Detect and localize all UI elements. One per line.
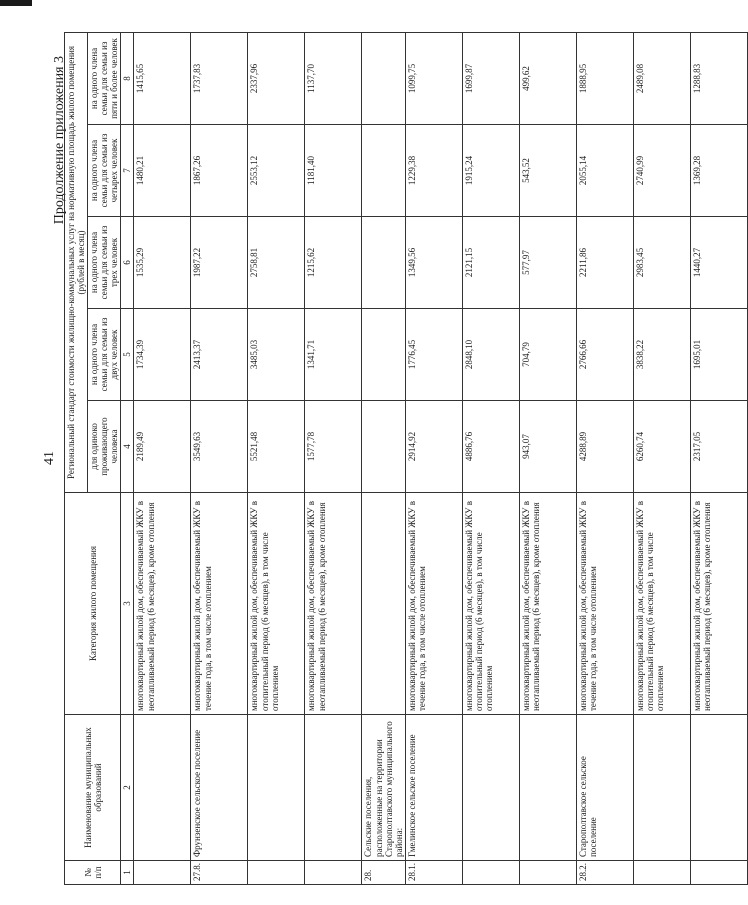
value-family-5: 1099,75 (405, 32, 462, 124)
value-family-5: 1415,65 (134, 32, 191, 124)
table-row (248, 32, 305, 884)
value-family-4: 543,52 (519, 125, 576, 217)
row-number (305, 861, 362, 885)
value-family-2: 2766,66 (576, 309, 633, 401)
value-family-4: 2740,99 (633, 125, 690, 217)
subheader-family-2: на одного члена семьи для семьи из двух человек (88, 309, 121, 401)
value-family-4: 1229,38 (405, 125, 462, 217)
column-number: 8 (121, 32, 134, 124)
table-row (362, 32, 405, 884)
municipality-name: Фрунзенское сельское поселение (191, 715, 248, 861)
municipality-name: Старополтавское сельское поселение (576, 715, 633, 861)
column-number: 7 (121, 125, 134, 217)
housing-category: многоквартирный жилой дом, обеспечиваемый ЖКУ в течение года, в том числе отоплением (191, 493, 248, 715)
table-row (405, 32, 462, 884)
row-number (519, 861, 576, 885)
value-single: 2914,92 (405, 401, 462, 493)
value-family-4: 1181,40 (305, 125, 362, 217)
value-family-2: 2848,10 (462, 309, 519, 401)
value-single: 4886,76 (462, 401, 519, 493)
value-family-2: 704,79 (519, 309, 576, 401)
value-family-4: 2553,12 (248, 125, 305, 217)
municipality-name (519, 715, 576, 861)
value-family-2: 1695,01 (690, 309, 747, 401)
municipality-name: Сельские поселения, расположенные на территории Старополтавского муниципального района: (362, 715, 405, 861)
housing-category: многоквартирный жилой дом, обеспечиваемый ЖКУ в неотапливаемый период (6 месяцев), кроме отопления (134, 493, 191, 715)
row-number (690, 861, 747, 885)
row-number (462, 861, 519, 885)
column-number: 5 (121, 309, 134, 401)
table-row (576, 32, 633, 884)
subheader-single: для одиноко проживающего человека (88, 401, 121, 493)
header-standard: Региональный стандарт стоимости жилищно-коммунальных услуг на нормативную площадь жилого помещения (рублей в месяц) (65, 32, 88, 492)
value-family-5: 1699,87 (462, 32, 519, 124)
value-family-3: 1349,56 (405, 217, 462, 309)
header-name: Наименование муниципальных образований (65, 715, 121, 861)
municipality-name (690, 715, 747, 861)
value-family-2: 1734,39 (134, 309, 191, 401)
value-family-4: 1867,26 (191, 125, 248, 217)
column-number: 4 (121, 401, 134, 493)
housing-category: многоквартирный жилой дом, обеспечиваемый ЖКУ в отопительный период (6 месяцев), в том числе отоплением (248, 493, 305, 715)
header-category: Категория жилого помещения (65, 493, 121, 715)
value-family-5: 1288,83 (690, 32, 747, 124)
value-family-2: 2413,37 (191, 309, 248, 401)
value-family-3: 2121,15 (462, 217, 519, 309)
table-row (134, 32, 191, 884)
housing-category (362, 493, 405, 715)
housing-category: многоквартирный жилой дом, обеспечиваемый ЖКУ в неотапливаемый период (6 месяцев), кроме отопления (305, 493, 362, 715)
municipality-name (305, 715, 362, 861)
value-family-2: 1776,45 (405, 309, 462, 401)
subheader-family-5: на одного члена семьи для семьи из пяти и более человек (88, 32, 121, 124)
value-family-4: 1915,24 (462, 125, 519, 217)
value-single: 5521,48 (248, 401, 305, 493)
value-family-5: 2337,96 (248, 32, 305, 124)
table-row (633, 32, 690, 884)
value-family-3: 2983,45 (633, 217, 690, 309)
column-number: 1 (121, 861, 134, 885)
tariff-table (64, 32, 748, 885)
value-single: 4288,89 (576, 401, 633, 493)
column-number: 6 (121, 217, 134, 309)
value-family-4: 1369,28 (690, 125, 747, 217)
municipality-name (462, 715, 519, 861)
value-single: 1577,78 (305, 401, 362, 493)
value-family-3 (362, 217, 405, 309)
value-single (362, 401, 405, 493)
housing-category: многоквартирный жилой дом, обеспечиваемый ЖКУ в течение года, в том числе отоплением (405, 493, 462, 715)
value-family-5 (362, 32, 405, 124)
housing-category: многоквартирный жилой дом, обеспечиваемый ЖКУ в неотапливаемый период (6 месяцев), кроме отопления (519, 493, 576, 715)
column-number: 2 (121, 715, 134, 861)
housing-category: многоквартирный жилой дом, обеспечиваемый ЖКУ в отопительный период (6 месяцев), в том числе отоплением (633, 493, 690, 715)
value-family-3: 2758,81 (248, 217, 305, 309)
row-number: 28.1. (405, 861, 462, 885)
housing-category: многоквартирный жилой дом, обеспечиваемый ЖКУ в отопительный период (6 месяцев), в том числе отоплением (462, 493, 519, 715)
value-family-2: 3838,22 (633, 309, 690, 401)
table-row (519, 32, 576, 884)
row-number (248, 861, 305, 885)
subheader-family-4: на одного члена семьи для семьи из четырех человек (88, 125, 121, 217)
value-family-2: 1341,71 (305, 309, 362, 401)
value-family-3: 2211,86 (576, 217, 633, 309)
value-family-3: 577,97 (519, 217, 576, 309)
value-single: 6260,74 (633, 401, 690, 493)
value-family-4 (362, 125, 405, 217)
value-family-5: 1137,70 (305, 32, 362, 124)
value-family-3: 1440,27 (690, 217, 747, 309)
value-family-4: 1480,21 (134, 125, 191, 217)
value-family-5: 2489,08 (633, 32, 690, 124)
row-number: 28.2. (576, 861, 633, 885)
value-family-5: 1737,83 (191, 32, 248, 124)
value-family-5: 499,62 (519, 32, 576, 124)
municipality-name: Гмелинское сельское поселение (405, 715, 462, 861)
housing-category: многоквартирный жилой дом, обеспечиваемый ЖКУ в течение года, в том числе отоплением (576, 493, 633, 715)
value-family-3: 1987,22 (191, 217, 248, 309)
municipality-name (633, 715, 690, 861)
page-number: 41 (42, 451, 57, 465)
value-family-2 (362, 309, 405, 401)
table-row (191, 32, 248, 884)
value-single: 2189,49 (134, 401, 191, 493)
table-row (462, 32, 519, 884)
subheader-family-3: на одного члена семьи для семьи из трех человек (88, 217, 121, 309)
value-family-5: 1888,95 (576, 32, 633, 124)
row-number: 28. (362, 861, 405, 885)
value-family-2: 3485,03 (248, 309, 305, 401)
value-family-4: 2055,14 (576, 125, 633, 217)
value-single: 2317,05 (690, 401, 747, 493)
row-number (633, 861, 690, 885)
header-no: № п/п (65, 861, 121, 885)
table-row (690, 32, 747, 884)
value-single: 943,07 (519, 401, 576, 493)
value-single: 3549,63 (191, 401, 248, 493)
column-number: 3 (121, 493, 134, 715)
appendix-label: Продолжение приложения 3 (52, 56, 67, 225)
housing-category: многоквартирный жилой дом, обеспечиваемый ЖКУ в неотапливаемый период (6 месяцев), кроме отопления (690, 493, 747, 715)
municipality-name (248, 715, 305, 861)
row-number: 27.8. (191, 861, 248, 885)
table-row (305, 32, 362, 884)
row-number (134, 861, 191, 885)
value-family-3: 1535,29 (134, 217, 191, 309)
municipality-name (134, 715, 191, 861)
value-family-3: 1215,62 (305, 217, 362, 309)
